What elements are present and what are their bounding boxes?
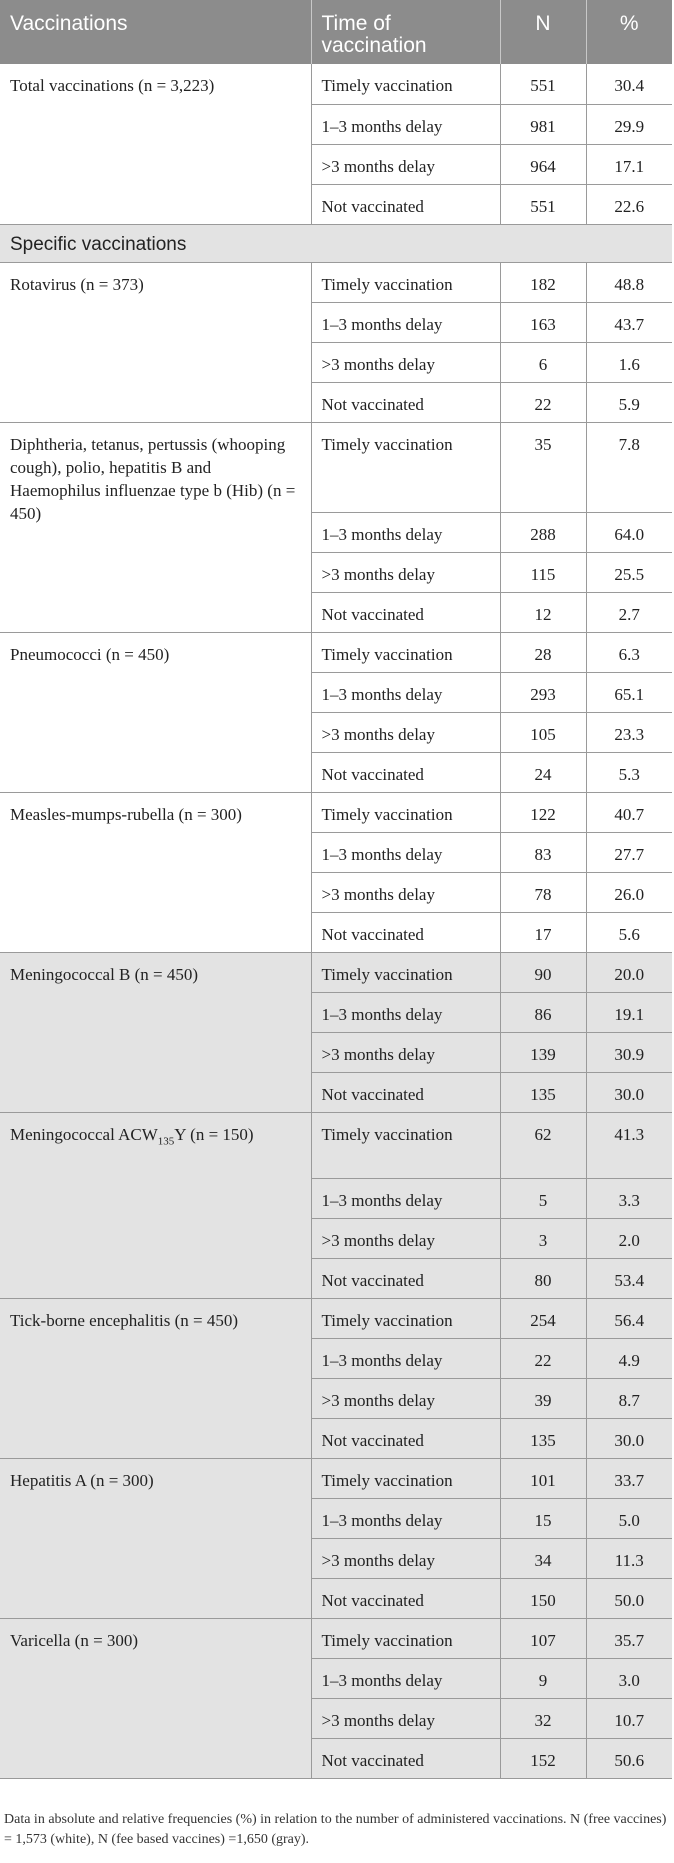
pct-cell: 53.4: [586, 1258, 672, 1298]
pct-cell: 6.3: [586, 632, 672, 672]
time-cell: Timely vaccination: [311, 1112, 500, 1178]
time-cell: 1–3 months delay: [311, 992, 500, 1032]
table-row: [0, 262, 672, 302]
time-cell: >3 months delay: [311, 872, 500, 912]
pct-cell: 30.9: [586, 1032, 672, 1072]
time-cell: 1–3 months delay: [311, 302, 500, 342]
time-cell: Not vaccinated: [311, 184, 500, 224]
n-cell: 5: [500, 1178, 586, 1218]
section-label: Specific vaccinations: [0, 224, 672, 262]
table-row: [0, 632, 672, 672]
pct-cell: 2.7: [586, 592, 672, 632]
pct-cell: 10.7: [586, 1698, 672, 1738]
vaccine-name: Hepatitis A (n = 300): [0, 1458, 311, 1618]
pct-cell: 20.0: [586, 952, 672, 992]
pct-cell: 19.1: [586, 992, 672, 1032]
n-cell: 17: [500, 912, 586, 952]
vaccine-name-part: Y (n = 150): [174, 1124, 254, 1144]
time-cell: Not vaccinated: [311, 1072, 500, 1112]
time-cell: 1–3 months delay: [311, 512, 500, 552]
table-body: [0, 64, 672, 1778]
table-row: [0, 64, 672, 104]
time-cell: Not vaccinated: [311, 912, 500, 952]
vaccine-name-subscript: 135: [157, 1134, 175, 1147]
time-cell: Timely vaccination: [311, 792, 500, 832]
pct-cell: 56.4: [586, 1298, 672, 1338]
table-row: [0, 1112, 672, 1178]
pct-cell: 3.3: [586, 1178, 672, 1218]
table-row: [0, 1618, 672, 1658]
vaccine-name-part: Meningococcal ACW: [10, 1124, 158, 1144]
pct-cell: 4.9: [586, 1338, 672, 1378]
n-cell: 135: [500, 1072, 586, 1112]
n-cell: 83: [500, 832, 586, 872]
pct-cell: 25.5: [586, 552, 672, 592]
vaccine-name: [0, 1112, 311, 1298]
pct-cell: 50.6: [586, 1738, 672, 1778]
pct-cell: 30.4: [586, 64, 672, 104]
n-cell: 24: [500, 752, 586, 792]
n-cell: 139: [500, 1032, 586, 1072]
pct-cell: 65.1: [586, 672, 672, 712]
time-cell: Timely vaccination: [311, 952, 500, 992]
n-cell: 964: [500, 144, 586, 184]
n-cell: 105: [500, 712, 586, 752]
vaccine-name: Rotavirus (n = 373): [0, 262, 311, 422]
pct-cell: 23.3: [586, 712, 672, 752]
n-cell: 107: [500, 1618, 586, 1658]
time-cell: >3 months delay: [311, 342, 500, 382]
pct-cell: 5.9: [586, 382, 672, 422]
n-cell: 86: [500, 992, 586, 1032]
n-cell: 22: [500, 1338, 586, 1378]
n-cell: 115: [500, 552, 586, 592]
n-cell: 6: [500, 342, 586, 382]
n-cell: 152: [500, 1738, 586, 1778]
vaccine-name: Pneumococci (n = 450): [0, 632, 311, 792]
pct-cell: 7.8: [586, 422, 672, 512]
n-cell: 3: [500, 1218, 586, 1258]
vaccine-name: Measles-mumps-rubella (n = 300): [0, 792, 311, 952]
n-cell: 101: [500, 1458, 586, 1498]
pct-cell: 22.6: [586, 184, 672, 224]
pct-cell: 30.0: [586, 1072, 672, 1112]
time-cell: >3 months delay: [311, 1538, 500, 1578]
header-pct: %: [586, 0, 672, 64]
n-cell: 78: [500, 872, 586, 912]
pct-cell: 35.7: [586, 1618, 672, 1658]
time-cell: Timely vaccination: [311, 262, 500, 302]
pct-cell: 26.0: [586, 872, 672, 912]
table-row: [0, 1458, 672, 1498]
time-cell: Timely vaccination: [311, 632, 500, 672]
time-cell: >3 months delay: [311, 144, 500, 184]
time-cell: Not vaccinated: [311, 1258, 500, 1298]
time-cell: Not vaccinated: [311, 592, 500, 632]
time-cell: Timely vaccination: [311, 1458, 500, 1498]
pct-cell: 29.9: [586, 104, 672, 144]
time-cell: Timely vaccination: [311, 1298, 500, 1338]
time-cell: 1–3 months delay: [311, 832, 500, 872]
table-row: [0, 792, 672, 832]
table-row: [0, 1298, 672, 1338]
n-cell: 35: [500, 422, 586, 512]
time-cell: >3 months delay: [311, 1218, 500, 1258]
time-cell: >3 months delay: [311, 712, 500, 752]
time-cell: Not vaccinated: [311, 1738, 500, 1778]
n-cell: 90: [500, 952, 586, 992]
n-cell: 15: [500, 1498, 586, 1538]
pct-cell: 27.7: [586, 832, 672, 872]
n-cell: 182: [500, 262, 586, 302]
pct-cell: 5.0: [586, 1498, 672, 1538]
time-cell: >3 months delay: [311, 552, 500, 592]
n-cell: 150: [500, 1578, 586, 1618]
header-row: [0, 0, 672, 64]
n-cell: 22: [500, 382, 586, 422]
pct-cell: 40.7: [586, 792, 672, 832]
pct-cell: 17.1: [586, 144, 672, 184]
time-cell: Not vaccinated: [311, 382, 500, 422]
time-cell: 1–3 months delay: [311, 1338, 500, 1378]
n-cell: 122: [500, 792, 586, 832]
pct-cell: 5.6: [586, 912, 672, 952]
n-cell: 12: [500, 592, 586, 632]
pct-cell: 48.8: [586, 262, 672, 302]
vaccine-name: Meningococcal B (n = 450): [0, 952, 311, 1112]
n-cell: 9: [500, 1658, 586, 1698]
pct-cell: 41.3: [586, 1112, 672, 1178]
time-cell: >3 months delay: [311, 1698, 500, 1738]
pct-cell: 30.0: [586, 1418, 672, 1458]
time-cell: Not vaccinated: [311, 1418, 500, 1458]
pct-cell: 11.3: [586, 1538, 672, 1578]
time-cell: 1–3 months delay: [311, 104, 500, 144]
header-time: Time of vaccination: [311, 0, 500, 64]
n-cell: 288: [500, 512, 586, 552]
pct-cell: 50.0: [586, 1578, 672, 1618]
section-row: [0, 224, 672, 262]
pct-cell: 2.0: [586, 1218, 672, 1258]
table-footnote: Data in absolute and relative frequencies (%) in relation to the number of administered vaccinations. N (free vaccines) = 1,573 (white), N (fee based vaccines) =1,650 (gray).: [4, 1812, 667, 1847]
time-cell: 1–3 months delay: [311, 1498, 500, 1538]
n-cell: 254: [500, 1298, 586, 1338]
n-cell: 39: [500, 1378, 586, 1418]
vaccine-name: Total vaccinations (n = 3,223): [0, 64, 311, 224]
n-cell: 28: [500, 632, 586, 672]
pct-cell: 64.0: [586, 512, 672, 552]
n-cell: 293: [500, 672, 586, 712]
n-cell: 135: [500, 1418, 586, 1458]
table-row: [0, 952, 672, 992]
n-cell: 34: [500, 1538, 586, 1578]
time-cell: 1–3 months delay: [311, 1178, 500, 1218]
n-cell: 80: [500, 1258, 586, 1298]
time-cell: 1–3 months delay: [311, 672, 500, 712]
pct-cell: 3.0: [586, 1658, 672, 1698]
time-cell: >3 months delay: [311, 1378, 500, 1418]
header-n: N: [500, 0, 586, 64]
vaccine-name: Tick-borne encephalitis (n = 450): [0, 1298, 311, 1458]
pct-cell: 43.7: [586, 302, 672, 342]
n-cell: 62: [500, 1112, 586, 1178]
n-cell: 163: [500, 302, 586, 342]
time-cell: Not vaccinated: [311, 1578, 500, 1618]
time-cell: >3 months delay: [311, 1032, 500, 1072]
table-row: [0, 422, 672, 512]
pct-cell: 8.7: [586, 1378, 672, 1418]
vaccine-name: Diphtheria, tetanus, pertussis (whooping cough), polio, hepatitis B and Haemophilus influenzae type b (Hib) (n = 450): [0, 422, 311, 632]
time-cell: Timely vaccination: [311, 64, 500, 104]
time-cell: Not vaccinated: [311, 752, 500, 792]
pct-cell: 1.6: [586, 342, 672, 382]
n-cell: 32: [500, 1698, 586, 1738]
time-cell: 1–3 months delay: [311, 1658, 500, 1698]
n-cell: 551: [500, 184, 586, 224]
pct-cell: 33.7: [586, 1458, 672, 1498]
n-cell: 981: [500, 104, 586, 144]
n-cell: 551: [500, 64, 586, 104]
time-cell: Timely vaccination: [311, 422, 500, 512]
header-vaccinations: Vaccinations: [0, 0, 311, 64]
vaccine-name: Varicella (n = 300): [0, 1618, 311, 1778]
pct-cell: 5.3: [586, 752, 672, 792]
time-cell: Timely vaccination: [311, 1618, 500, 1658]
